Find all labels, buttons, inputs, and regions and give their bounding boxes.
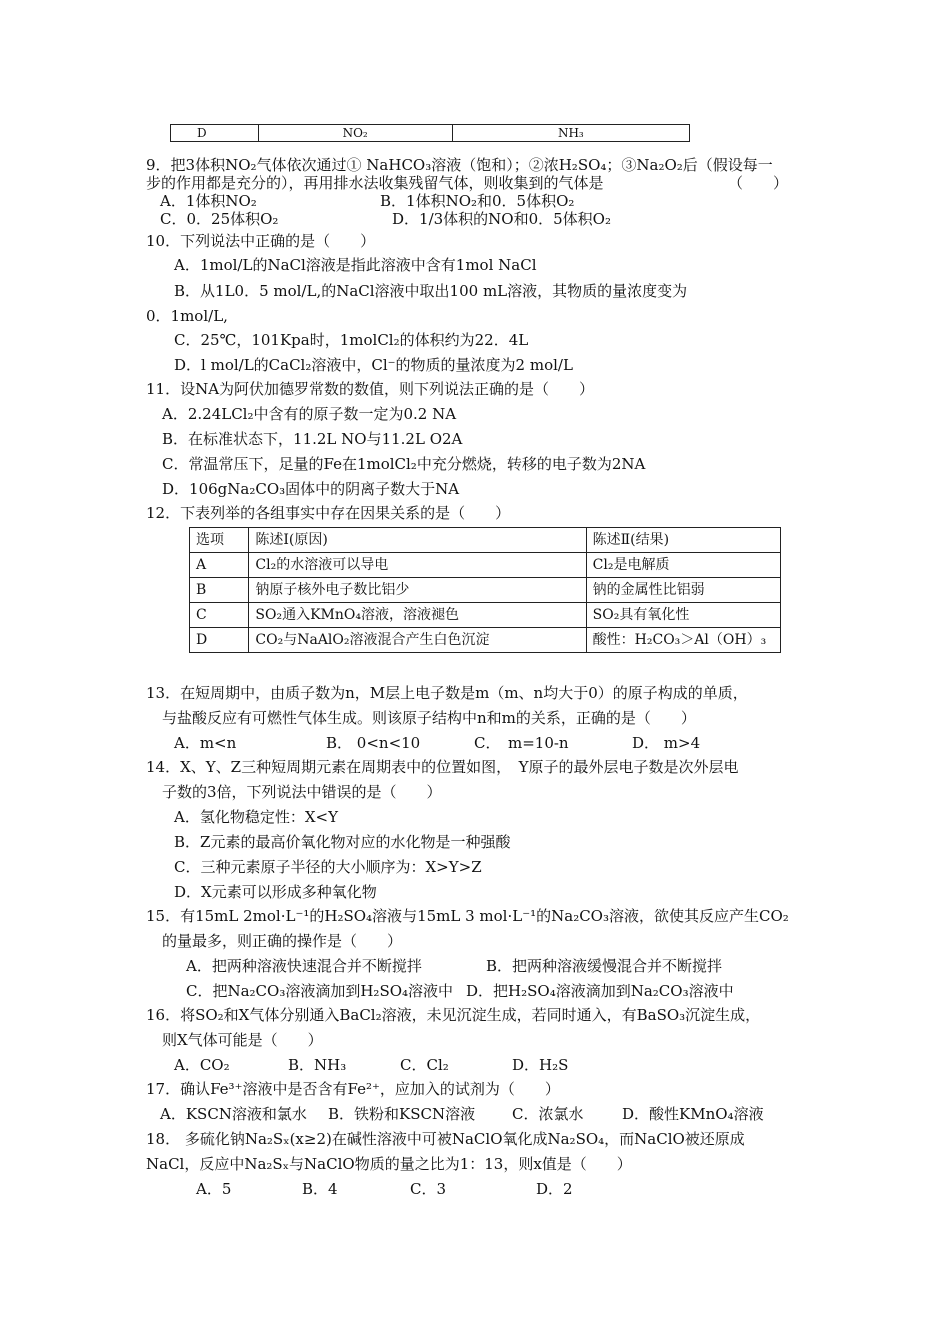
table-cell: C — [190, 603, 249, 628]
q13-option-d: D． m>4 — [632, 734, 701, 752]
q14-option-a: A．氢化物稳定性：X<Y — [174, 808, 338, 826]
q14-option-c: C．三种元素原子半径的大小顺序为：X>Y>Z — [174, 858, 482, 876]
q16-stem-line1: 16．将SO₂和X气体分别通入BaCl₂溶液，未见沉淀生成，若同时通入，有BaSO₃沉淀生成， — [146, 1006, 761, 1024]
table-cell: CO₂与NaAlO₂溶液混合产生白色沉淀 — [249, 628, 586, 653]
q10-option-c: C．25℃，101Kpa时，1molCl₂的体积约为22．4L — [174, 331, 529, 349]
q9-stem-line1: 9．把3体积NO₂气体依次通过① NaHCO₃溶液（饱和）；②浓H₂SO₄；③Na₂O₂后（假设每一 — [146, 156, 773, 174]
q18-option-c: C．3 — [410, 1180, 447, 1198]
q12-table — [189, 527, 781, 653]
q15-option-d: D．把H₂SO₄溶液滴加到Na₂CO₃溶液中 — [466, 982, 734, 1000]
q9-option-a: A．1体积NO₂ — [160, 192, 257, 210]
table-cell: B — [190, 578, 249, 603]
table-header-cell: 陈述Ⅱ(结果) — [586, 528, 780, 553]
table-row — [171, 125, 690, 142]
table-cell: 钠原子核外电子数比铝少 — [249, 578, 586, 603]
table-cell: NO₂ — [258, 125, 452, 142]
q16-option-b: B．NH₃ — [288, 1056, 347, 1074]
top-table — [170, 124, 690, 142]
q12-stem: 12．下表列举的各组事实中存在因果关系的是（ ） — [146, 504, 511, 522]
q10-option-a: A．1mol/L的NaCl溶液是指此溶液中含有1mol NaCl — [174, 256, 537, 274]
table-cell: SO₂具有氧化性 — [586, 603, 780, 628]
q17-stem: 17．确认Fe³⁺溶液中是否含有Fe²⁺，应加入的试剂为（ ） — [146, 1080, 560, 1098]
q18-option-d: D．2 — [536, 1180, 573, 1198]
q10-option-b-line1: B．从1L0．5 mol/L,的NaCl溶液中取出100 mL溶液，其物质的量浓度变为 — [174, 282, 688, 300]
q16-option-a: A．CO₂ — [174, 1056, 230, 1074]
q13-stem-line1: 13．在短周期中，由质子数为n，M层上电子数是m（m、n均大于0）的原子构成的单质， — [146, 684, 748, 702]
q9-option-b: B．1体积NO₂和0．5体积O₂ — [380, 192, 575, 210]
q14-option-b: B．Z元素的最高价氧化物对应的水化物是一种强酸 — [174, 833, 511, 851]
q11-option-c: C．常温常压下，足量的Fe在1molCl₂中充分燃烧，转移的电子数为2NA — [162, 455, 646, 473]
q16-stem-line2: 则X气体可能是（ ） — [162, 1031, 323, 1049]
q14-stem-line2: 子数的3倍，下列说法中错误的是（ ） — [162, 783, 442, 801]
q9-stem-line2: 步的作用都是充分的），再用排水法收集残留气体，则收集到的气体是 — [146, 174, 604, 192]
q13-option-c: C． m=10-n — [474, 734, 569, 752]
table-cell: 酸性：H₂CO₃＞Al（OH）₃ — [586, 628, 780, 653]
table-cell: NH₃ — [452, 125, 689, 142]
table-cell: D — [190, 628, 249, 653]
q17-option-a: A．KSCN溶液和氯水 — [160, 1105, 307, 1123]
q15-option-a: A．把两种溶液快速混合并不断搅拌 — [186, 957, 422, 975]
table-cell: Cl₂是电解质 — [586, 553, 780, 578]
q11-option-a: A．2.24LCl₂中含有的原子数一定为0.2 NA — [162, 405, 457, 423]
q17-option-d: D．酸性KMnO₄溶液 — [622, 1105, 764, 1123]
table-header-cell: 选项 — [190, 528, 249, 553]
table-row — [190, 578, 781, 603]
q11-option-b: B．在标准状态下，11.2L NO与11.2L O2A — [162, 430, 463, 448]
q15-stem-line1: 15．有15mL 2mol·L⁻¹的H₂SO₄溶液与15mL 3 mol·L⁻¹的Na₂CO₃溶液，欲使其反应产生CO₂ — [146, 907, 789, 925]
q15-option-c: C．把Na₂CO₃溶液滴加到H₂SO₄溶液中 — [186, 982, 454, 1000]
q15-stem-line2: 的量最多，则正确的操作是（ ） — [162, 932, 403, 950]
q18-stem-line1: 18． 多硫化钠Na₂Sₓ(x≥2)在碱性溶液中可被NaClO氧化成Na₂SO₄，而NaClO被还原成 — [146, 1130, 745, 1148]
table-row — [190, 553, 781, 578]
q10-stem: 10．下列说法中正确的是（ ） — [146, 232, 376, 250]
q14-option-d: D．X元素可以形成多种氧化物 — [174, 883, 377, 901]
q17-option-b: B．铁粉和KSCN溶液 — [328, 1105, 476, 1123]
q14-stem-line1: 14．X、Y、Z三种短周期元素在周期表中的位置如图， Y原子的最外层电子数是次外层电 — [146, 758, 739, 776]
q16-option-c: C．Cl₂ — [400, 1056, 449, 1074]
q16-option-d: D．H₂S — [512, 1056, 569, 1074]
q10-option-d: D．l mol/L的CaCl₂溶液中，Cl⁻的物质的量浓度为2 mol/L — [174, 356, 573, 374]
q18-option-b: B．4 — [302, 1180, 338, 1198]
table-cell: SO₂通入KMnO₄溶液，溶液褪色 — [249, 603, 586, 628]
q9-answer-paren: （ ） — [728, 174, 789, 192]
table-header-row — [190, 528, 781, 553]
table-cell: A — [190, 553, 249, 578]
table-row — [190, 603, 781, 628]
q17-option-c: C．浓氯水 — [512, 1105, 584, 1123]
q13-option-b: B． 0<n<10 — [326, 734, 421, 752]
table-cell: D — [171, 125, 259, 142]
q18-option-a: A．5 — [196, 1180, 232, 1198]
q15-option-b: B．把两种溶液缓慢混合并不断搅拌 — [486, 957, 723, 975]
q18-stem-line2: NaCl，反应中Na₂Sₓ与NaClO物质的量之比为1：13，则x值是（ ） — [146, 1155, 632, 1173]
q11-option-d: D．106gNa₂CO₃固体中的阴离子数大于NA — [162, 480, 460, 498]
table-cell: Cl₂的水溶液可以导电 — [249, 553, 586, 578]
table-header-cell: 陈述Ⅰ(原因) — [249, 528, 586, 553]
table-cell: 钠的金属性比铝弱 — [586, 578, 780, 603]
q11-stem: 11．设NA为阿伏加德罗常数的数值，则下列说法正确的是（ ） — [146, 380, 595, 398]
q13-option-a: A．m<n — [174, 734, 237, 752]
q10-option-b-line2: 0．1mol/L, — [146, 307, 228, 325]
q9-option-d: D．1/3体积的NO和0．5体积O₂ — [392, 210, 611, 228]
q9-option-c: C．0．25体积O₂ — [160, 210, 279, 228]
table-row — [190, 628, 781, 653]
q13-stem-line2: 与盐酸反应有可燃性气体生成。则该原子结构中n和m的关系，正确的是（ ） — [162, 709, 696, 727]
